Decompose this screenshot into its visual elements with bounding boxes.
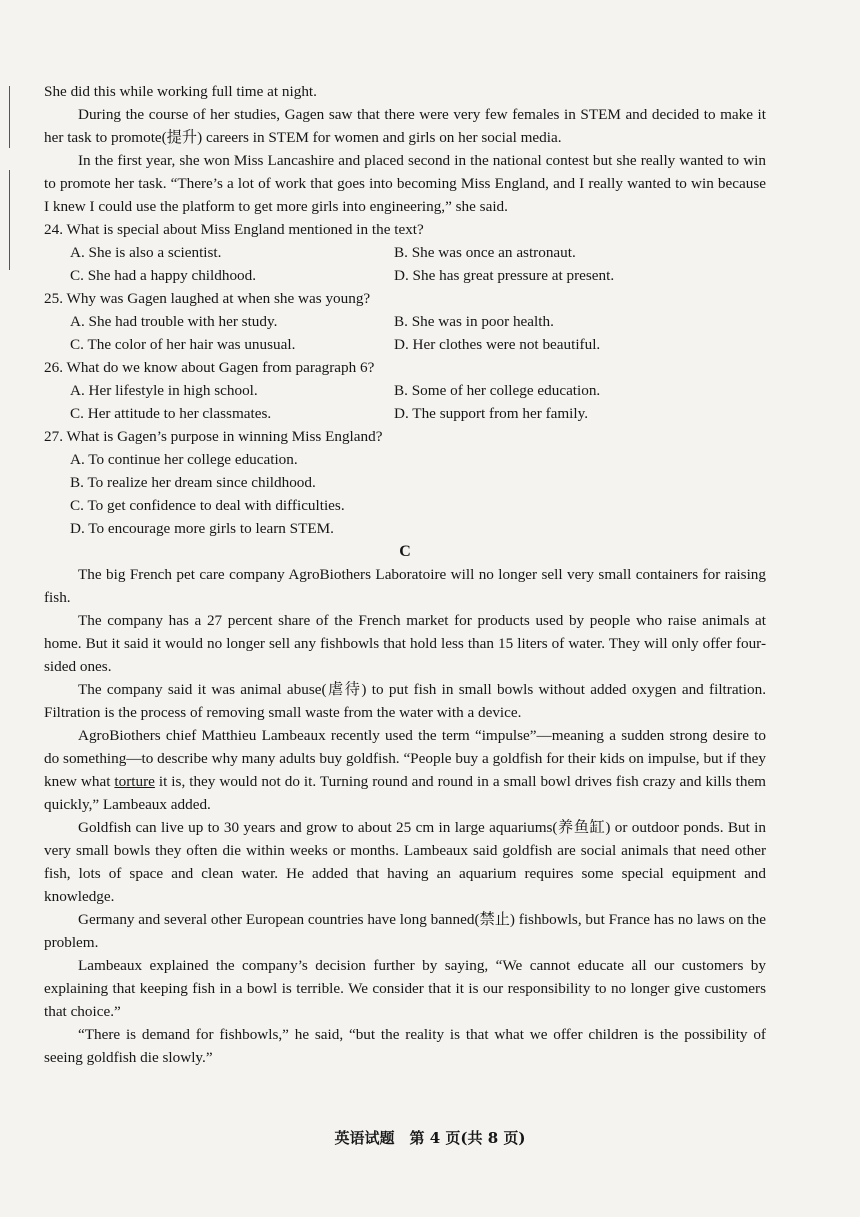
option-a: A. She is also a scientist. bbox=[70, 244, 222, 261]
page-footer: 英语试题 第 4 页(共 8 页) bbox=[334, 1129, 526, 1147]
option-d: D. To encourage more girls to learn STEM. bbox=[70, 520, 334, 537]
option-c: C. Her attitude to her classmates. bbox=[70, 405, 272, 422]
margin-mark bbox=[9, 170, 10, 270]
paragraph: Lambeaux explained the company’s decision further by saying, “We cannot educate all our customers by explaining that keeping fish in a bowl is terrible. We consider that it is our responsibility to no longer give customers that choice.” bbox=[44, 957, 766, 1020]
paragraph: In the first year, she won Miss Lancashire and placed second in the national contest but she really wanted to win to promote her task. “There’s a lot of work that goes into becoming Miss England, and I really wanted to win because I knew I could use the platform to get more girls into engineering,” she said. bbox=[44, 152, 766, 215]
text-run: it is, they would not do it. Turning round and round in a small bowl drives fish crazy and kills them quickly,” Lambeaux added. bbox=[44, 773, 766, 813]
paragraph: Goldfish can live up to 30 years and grow to about 25 cm in large aquariums(养鱼缸) or outdoor ponds. But in very small bowls they often die within weeks or months. Lambeaux said goldfish are social animals that need other fish, lots of space and clean water. He added that having an aquarium requires some special equipment and knowledge. bbox=[44, 819, 766, 905]
option-a: A. Her lifestyle in high school. bbox=[70, 382, 258, 399]
option-d: D. The support from her family. bbox=[394, 405, 589, 422]
underlined-word: torture bbox=[114, 773, 155, 790]
paragraph: Germany and several other European countries have long banned(禁止) fishbowls, but France has no laws on the problem. bbox=[44, 911, 766, 951]
option-b: B. To realize her dream since childhood. bbox=[70, 474, 316, 491]
question-stem: 24. What is special about Miss England mentioned in the text? bbox=[44, 221, 424, 238]
option-a: A. To continue her college education. bbox=[70, 451, 298, 468]
option-c: C. She had a happy childhood. bbox=[70, 267, 257, 284]
paragraph: The company has a 27 percent share of the French market for products used by people who raise animals at home. But it said it would no longer sell any fishbowls that hold less than 15 liters of water. They will only offer four-sided ones. bbox=[44, 612, 766, 675]
section-heading: C bbox=[399, 543, 411, 560]
option-b: B. She was once an astronaut. bbox=[394, 244, 576, 261]
option-c: C. To get confidence to deal with difficulties. bbox=[70, 497, 345, 514]
paragraph: The big French pet care company AgroBiothers Laboratoire will no longer sell very small containers for raising fish. bbox=[44, 566, 766, 606]
question-25 bbox=[44, 287, 766, 356]
option-d: D. She has great pressure at present. bbox=[394, 267, 615, 284]
question-stem: 25. Why was Gagen laughed at when she was young? bbox=[44, 290, 371, 307]
option-b: B. She was in poor health. bbox=[394, 313, 554, 330]
paragraph: During the course of her studies, Gagen saw that there were very few females in STEM and decided to make it her task to promote(提升) careers in STEM for women and girls on her social media. bbox=[44, 106, 766, 146]
question-27 bbox=[44, 425, 766, 540]
page-content bbox=[44, 80, 766, 1069]
paragraph: The company said it was animal abuse(虐待) to put fish in small bowls without added oxygen and filtration. Filtration is the process of removing small waste from the water with a device. bbox=[44, 681, 766, 721]
question-stem: 27. What is Gagen’s purpose in winning Miss England? bbox=[44, 428, 383, 445]
paragraph: She did this while working full time at night. bbox=[44, 83, 317, 100]
text-run: AgroBiothers chief Matthieu Lambeaux recently used the term “impulse”—meaning a sudden strong desire to do something—to describe why many adults buy goldfish. “People buy a goldfish for their kids on impulse, but if they knew what bbox=[44, 727, 766, 790]
option-a: A. She had trouble with her study. bbox=[70, 313, 278, 330]
margin-mark bbox=[9, 86, 10, 148]
paragraph bbox=[44, 724, 766, 816]
option-d: D. Her clothes were not beautiful. bbox=[394, 336, 601, 353]
question-26 bbox=[44, 356, 766, 425]
question-24 bbox=[44, 218, 766, 287]
option-b: B. Some of her college education. bbox=[394, 382, 601, 399]
option-c: C. The color of her hair was unusual. bbox=[70, 336, 296, 353]
paragraph: “There is demand for fishbowls,” he said, “but the reality is that what we offer children is the possibility of seeing goldfish die slowly.” bbox=[44, 1026, 766, 1066]
question-stem: 26. What do we know about Gagen from paragraph 6? bbox=[44, 359, 375, 376]
